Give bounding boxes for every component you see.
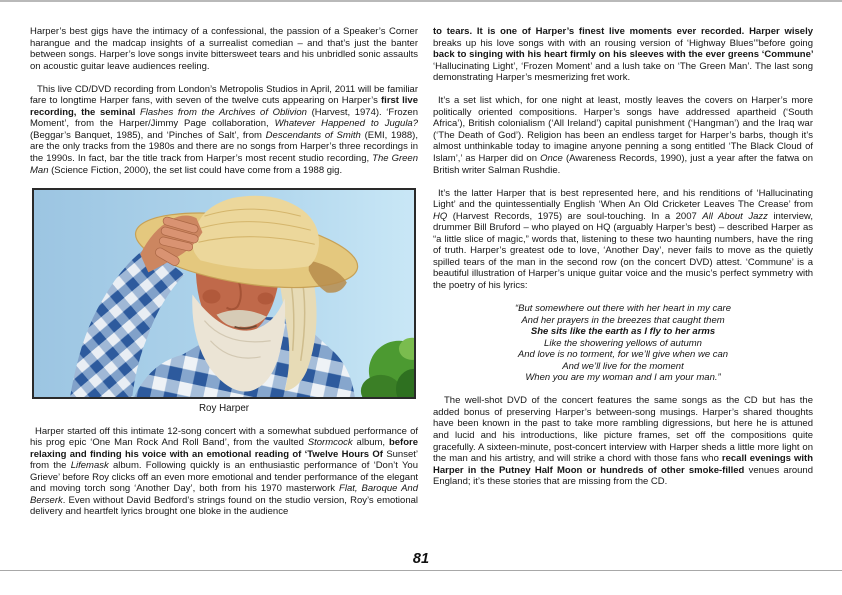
- text-run: first live recording, the seminal: [30, 95, 418, 118]
- text-run: (Beggar’s Banquet, 1985), and ‘Pinches of Salt’, from: [30, 129, 266, 141]
- lyric-line: And we’ll live for the moment: [562, 360, 684, 372]
- paragraph: [30, 84, 418, 176]
- paragraph: [433, 95, 813, 176]
- lyric-line: And her prayers in the breezes that caught them: [521, 314, 725, 326]
- paragraph: [30, 426, 418, 518]
- text-run: venues around England; it’s these stories that are missing from the CD.: [433, 464, 813, 488]
- text-run: (Science Fiction, 2000), the set list could have come from a 1988 gig.: [48, 164, 343, 176]
- roy-harper-photo: [32, 188, 416, 399]
- text-run: HQ: [433, 210, 448, 222]
- text-run: interview, drummer Bill Bruford – who played on HQ (arguably Harper’s best) – described Harper as “a little slice of magic,” words that, listening to these two haunting numbers, have the ring of truth. Harper’s greatest ode to love, ‘Another Day’, never fails to move as the quietly spilled tears of the man in the second row (on the concert DVD) attest. ‘Commune’ is a beautiful illustration of Harper’s unique guitar voice and the music’s perfect symmetry with the poetry of his lyrics:: [433, 210, 813, 291]
- text-run: (EMI, 1988), are the only tracks from the 1980s and there are no songs from Harper’s three recordings in the 1990s. In fact, bar the title track from Harper’s most recent studio recording,: [30, 129, 418, 164]
- text-run: Sunset’ from the: [30, 448, 418, 472]
- text-run: The well-shot DVD of the concert features the same songs as the CD but has the added bonus of preserving Harper’s between-song musings. Harper’s shared thoughts have been known in the past to take more rambling digressions, but here he is attuned and lucid and his introductions, like picture frames, set off the compositions quite gracefully. A sixteen-minute, post-concert interview with Harper sheds a little more light on the man and his artistry, and will strike a chord with those fans who: [433, 395, 813, 465]
- text-run: It’s a set list which, for one night at least, mostly leaves the covers on Harper’s more politically oriented compositions. Harper’s songs have addressed apartheid (‘South Africa’), British colonialism (‘All Ireland’) capital punishment (‘Hangman’) and the Iraq war (‘The Death of God’). Religion has been an endless target for Harper’s barbs, though it’s almost unthinkable today to imagine anyone penning a song entitled ‘The Black Cloud of Islam’,’ as Harper did on: [433, 95, 813, 164]
- right-column-lower-text: [433, 395, 813, 487]
- text-run: This live CD/DVD recording from London’s Metropolis Studios in April, 2011 will be familiar fare to longtime Harper fans, with seven of the twelve cuts appearing on Harper’s: [30, 83, 418, 107]
- text-run: Descendants of Smith: [265, 129, 361, 141]
- text-run: Harper’s best gigs have the intimacy of a confessional, the passion of a Speaker’s Corner harangue and the madcap insights of a surrealist comedian – and that’s just the banter between songs. Harper’s love songs invite bittersweet tears and his unbridled sonic assaults on acoustic guitar leave audiences reeling.: [30, 26, 418, 72]
- page-bottom-border: [0, 570, 842, 571]
- text-run: breaks up his love songs with with an rousing version of ‘Highway Blues’”before going: [433, 37, 813, 49]
- paragraph: [433, 26, 813, 84]
- lyrics-block: [433, 303, 813, 384]
- text-run: to tears. It is one of Harper’s finest live moments ever recorded. Harper wisely: [433, 26, 813, 37]
- text-run: . Even without David Bedford’s strings found on the studio version, Roy’s emotional delivery and heartfelt lyrics brought one bloke in the audience: [30, 494, 418, 518]
- text-run: before relaxing and finding his voice with an emotional reading of ‘Twelve Hours Of: [30, 437, 418, 460]
- text-run: Flat, Baroque And Berserk: [30, 483, 418, 506]
- text-run: (Harvest Records, 1975) are soul-touching. In a 2007: [447, 210, 703, 222]
- left-column-lower-text: [30, 426, 418, 518]
- right-column: [433, 26, 813, 499]
- roy-harper-photo-illustration: [34, 190, 414, 397]
- text-run: The Green Man: [30, 152, 418, 176]
- paragraph: [30, 26, 418, 72]
- text-run: ‘Hallucinating Light’, ‘Frozen Moment’ and a lush take on ‘The Green Man’. The last song demonstrating Harper’s mesmerizing fret work.: [433, 60, 813, 84]
- text-run: All About Jazz: [702, 210, 768, 222]
- text-run: Once: [540, 152, 563, 164]
- left-column-upper-text: [30, 26, 418, 176]
- text-run: Flashes from the Archives of Oblivion: [139, 106, 307, 118]
- lyric-line: She sits like the earth as I fly to her arms: [530, 326, 716, 338]
- right-column-upper-text: [433, 26, 813, 291]
- photo-figure: [30, 188, 418, 415]
- page-number: 81: [412, 551, 430, 567]
- text-run: back to singing with his heart firmly on his sleeves with the ever greens ‘Commune’: [433, 49, 813, 61]
- left-column: [30, 26, 418, 529]
- lyric-line: And love is no torment, for we’ll give when we can: [517, 349, 729, 361]
- text-run: It’s the latter Harper that is best represented here, and his renditions of ‘Hallucinating Light’ and the quintessentially English ‘When An Old Cricketer Leaves The Crease’ from: [433, 187, 813, 211]
- text-run: Harper started off this intimate 12-song concert with a somewhat subdued performance of his prog epic ‘One Man Rock And Roll Band’, from the vaulted: [30, 425, 418, 449]
- text-run: Stormcock: [307, 437, 353, 449]
- lyric-line: Like the showering yellows of autumn: [544, 337, 702, 349]
- lyric-line: When you are my woman and I am your man.”: [525, 372, 721, 384]
- text-run: (Awareness Records, 1990), just a year after the fatwa on British writer Salman Rushdie.: [433, 152, 814, 176]
- paragraph: [433, 395, 813, 487]
- paragraph: [433, 188, 813, 292]
- text-run: album,: [352, 437, 389, 449]
- lyric-line: “But somewhere out there with her heart in my care: [515, 302, 731, 314]
- photo-caption: Roy Harper: [198, 402, 250, 414]
- text-run: (Harvest, 1974). ‘Frozen Moment’, from the Harper/Jimmy Page collaboration,: [30, 106, 418, 130]
- text-run: Whatever Happened to Jugula?: [274, 118, 418, 130]
- text-run: Lifemask: [70, 460, 109, 472]
- page-top-border: [0, 0, 842, 2]
- text-run: recall evenings with Harper in the Putney Half Moon or hundreds of other smoke-filled: [433, 453, 813, 476]
- text-run: album. Following quickly is an enthusiastic performance of ‘Don’t You Grieve’ before Roy clicks off an even more emotional and tender performance of the elegant and moving torch song ‘Another Day’, both from his 1970 masterwork: [30, 460, 418, 495]
